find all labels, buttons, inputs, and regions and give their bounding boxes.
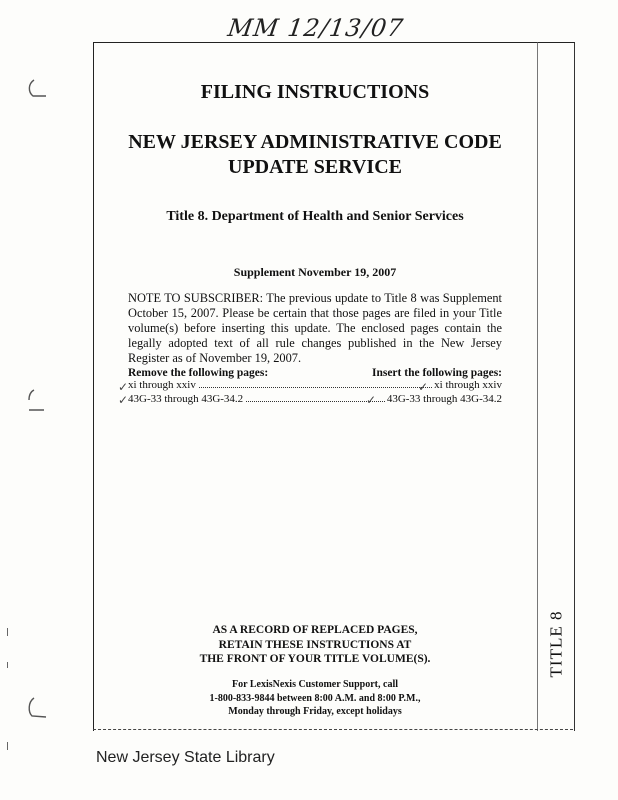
document-title: FILING INSTRUCTIONS: [200, 81, 430, 103]
support-line2: 1-800-833-9844 between 8:00 A.M. and 8:00 P.M.,: [209, 692, 421, 704]
insert-pages: xi through xxiv: [434, 379, 502, 391]
remove-header: Remove the following pages:: [128, 367, 269, 379]
customer-support: [93, 678, 537, 719]
binder-hole-icon: [26, 388, 44, 406]
code-heading-line2: UPDATE SERVICE: [228, 156, 402, 178]
record-notice-line3: THE FRONT OF YOUR TITLE VOLUME(S).: [199, 653, 431, 665]
code-heading-line1: NEW JERSEY ADMINISTRATIVE CODE: [128, 131, 502, 153]
insert-header: Insert the following pages:: [371, 367, 502, 379]
page-replacement-table: [128, 367, 502, 406]
title-tab-label: TITLE 8: [546, 610, 566, 678]
supplement-date: Supplement November 19, 2007: [233, 265, 397, 279]
table-row: [128, 393, 502, 407]
library-stamp: New Jersey State Library: [96, 749, 275, 766]
remove-pages: 43G-33 through 43G-34.2: [128, 392, 244, 405]
checkmark-icon: ✓: [366, 393, 377, 407]
binder-hole-icon: [26, 78, 44, 96]
support-line3: Monday through Friday, except holidays: [228, 706, 402, 717]
remove-pages: xi through xxiv: [128, 379, 196, 391]
checkmark-icon: ✓: [118, 393, 129, 407]
bottom-rule: [93, 729, 573, 730]
checkmark-icon: ✓: [418, 380, 429, 394]
edge-mark: [7, 628, 8, 636]
handwritten-initials-date: MM 12/13/07: [226, 14, 406, 42]
support-line1: For LexisNexis Customer Support, call: [231, 679, 398, 690]
table-header: [128, 367, 502, 379]
edge-mark: [7, 742, 8, 750]
code-heading: [93, 130, 537, 180]
dot-leader: [246, 401, 385, 402]
edge-mark: [7, 662, 8, 668]
table-row: [128, 379, 502, 393]
checkmark-icon: ✓: [118, 380, 129, 394]
record-notice-line1: AS A RECORD OF REPLACED PAGES,: [212, 624, 418, 636]
binder-hole-icon: [26, 696, 44, 714]
title-tab: [538, 608, 574, 680]
subscriber-note: NOTE TO SUBSCRIBER: The previous update to Title 8 was Supplement October 15, 2007. Please be certain that those pages are filed in your Title volume(s) before inserting this update. The enclosed pages contain the legally adopted text of all rule changes published in the New Jersey Register as of November 19, 2007.: [128, 291, 502, 365]
record-notice: [93, 623, 537, 667]
title-subtitle: Title 8. Department of Health and Senior Services: [166, 209, 464, 224]
record-notice-line2: RETAIN THESE INSTRUCTIONS AT: [218, 638, 412, 651]
insert-pages: 43G-33 through 43G-34.2: [386, 392, 502, 405]
dot-leader: [199, 387, 432, 388]
